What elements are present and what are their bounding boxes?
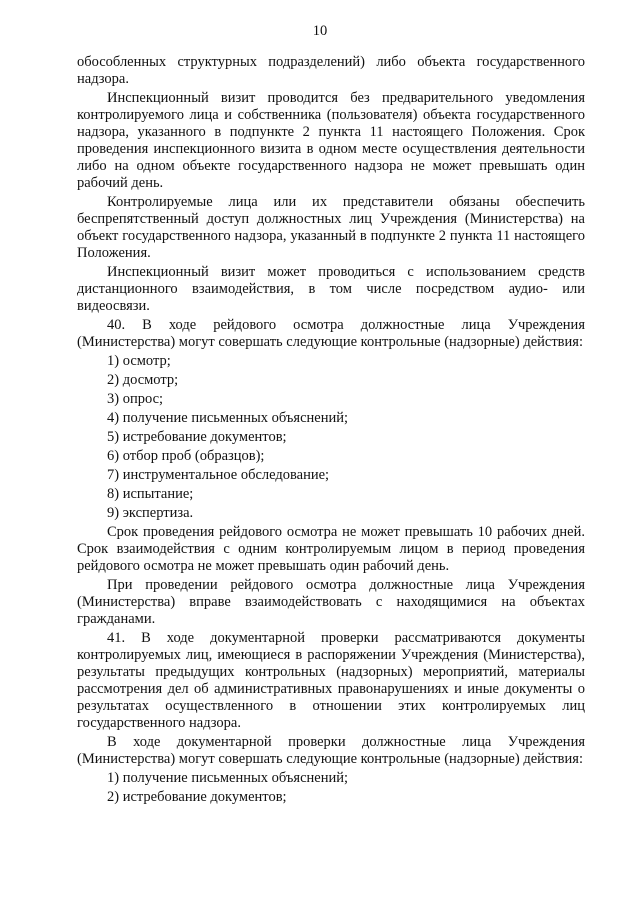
raid-actions-list bbox=[77, 353, 585, 522]
list-item: 9) экспертиза. bbox=[107, 505, 194, 521]
list-item: 7) инструментальное обследование; bbox=[107, 467, 330, 483]
documentary-actions-list bbox=[77, 770, 585, 806]
list-item: 1) осмотр; bbox=[107, 353, 171, 369]
paragraph-documentary-actions: В ходе документарной проверки должностные лица Учреждения (Министерства) могут совершать следующие контрольные (надзорные) действия: bbox=[77, 734, 585, 767]
list-item: 1) получение письменных объяснений; bbox=[107, 770, 349, 786]
list-item: 2) досмотр; bbox=[107, 372, 179, 388]
list-item: 8) испытание; bbox=[107, 486, 194, 502]
list-item: 4) получение письменных объяснений; bbox=[107, 410, 349, 426]
paragraph-raid-duration: Срок проведения рейдового осмотра не может превышать 10 рабочих дней. Срок взаимодействия с одним контролируемым лицом в период проведения рейдового осмотра не может превышать один рабочий день. bbox=[77, 524, 585, 574]
paragraph-remote-interaction: Инспекционный визит может проводиться с использованием средств дистанционного взаимодействия, в том числе посредством аудио- или видеосвязи. bbox=[77, 264, 585, 314]
document-body bbox=[77, 54, 585, 808]
paragraph-item-40: 40. В ходе рейдового осмотра должностные лица Учреждения (Министерства) могут совершать следующие контрольные (надзорные) действия: bbox=[77, 317, 585, 350]
list-item: 6) отбор проб (образцов); bbox=[107, 448, 265, 464]
paragraph-inspection-visit: Инспекционный визит проводится без предварительного уведомления контролируемого лица и собственника (пользователя) объекта государственного надзора, указанного в подпункте 2 пункта 11 настоящего Положения. Срок проведения инспекционного визита в одном месте осуществления деятельности либо на одном объекте государственного надзора не может превышать один рабочий день. bbox=[77, 90, 585, 191]
page-number: 10 bbox=[312, 23, 328, 39]
paragraph-access-obligation: Контролируемые лица или их представители обязаны обеспечить беспрепятственный доступ должностных лиц Учреждения (Министерства) на объект государственного надзора, указанный в подпункте 2 пункта 11 настоящего Положения. bbox=[77, 194, 585, 261]
list-item: 5) истребование документов; bbox=[107, 429, 287, 445]
paragraph-item-41: 41. В ходе документарной проверки рассматриваются документы контролируемых лиц, имеющиеся в распоряжении Учреждения (Министерства), результаты предыдущих контрольных (надзорных) мероприятий, материалы рассмотрения дел об административных правонарушениях и иные документы о результатах осуществленного в отношении этих контролируемых лиц государственного надзора. bbox=[77, 630, 585, 731]
list-item: 2) истребование документов; bbox=[107, 789, 287, 805]
list-item: 3) опрос; bbox=[107, 391, 164, 407]
paragraph-raid-citizens: При проведении рейдового осмотра должностные лица Учреждения (Министерства) вправе взаимодействовать с находящимися на объектах гражданами. bbox=[77, 577, 585, 627]
paragraph-continuation: обособленных структурных подразделений) либо объекта государственного надзора. bbox=[77, 54, 585, 87]
